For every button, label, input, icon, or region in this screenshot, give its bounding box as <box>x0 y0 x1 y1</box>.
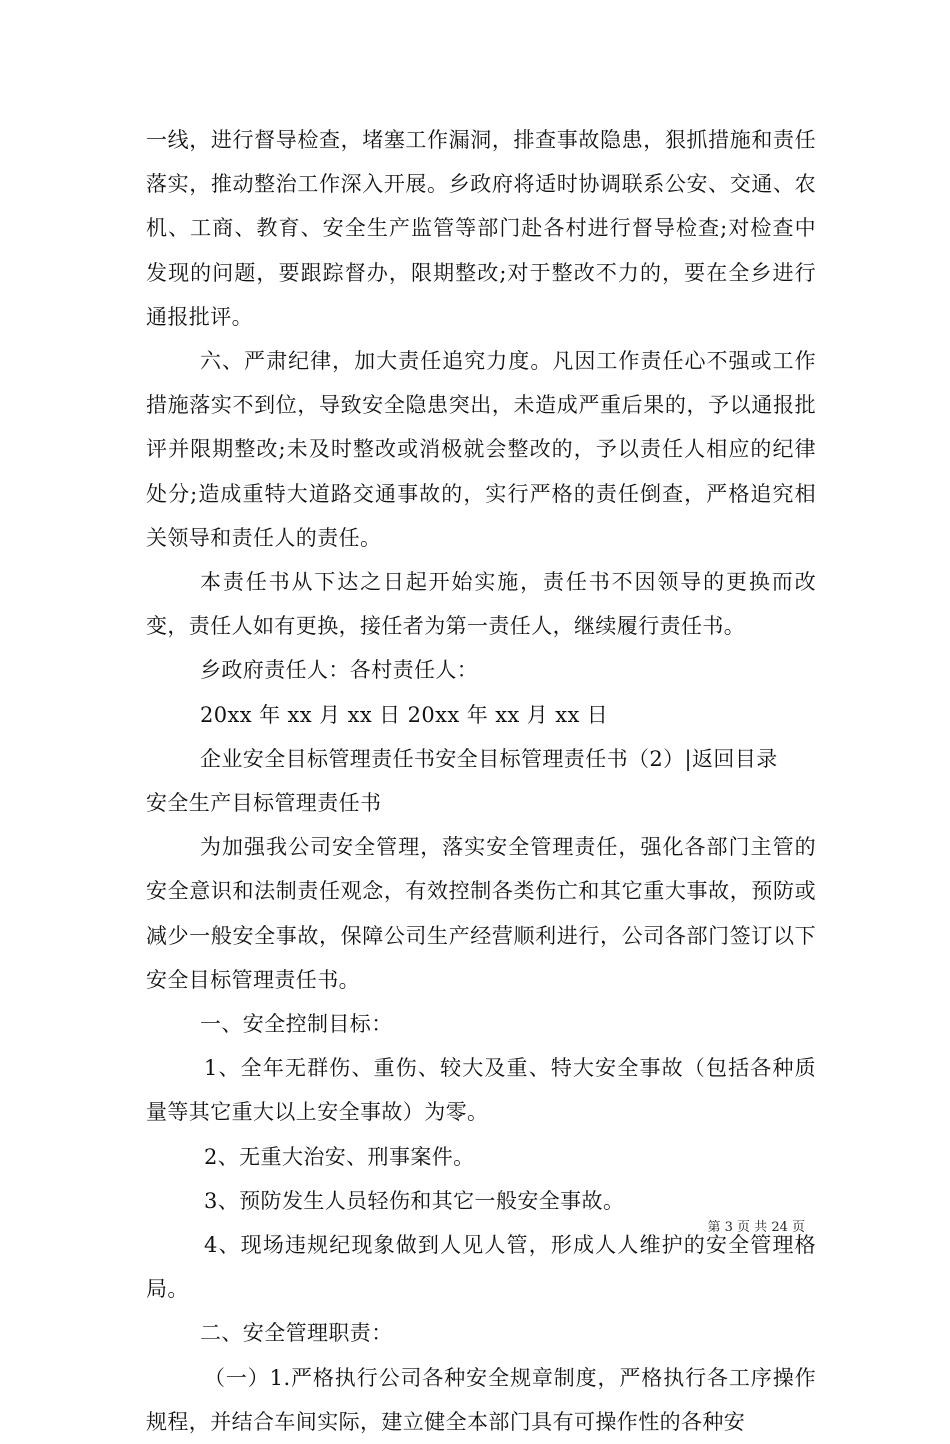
list-item: 4、现场违规纪现象做到人见人管，形成人人维护的安全管理格局。 <box>146 1233 816 1302</box>
signature-line: 乡政府责任人：各村责任人： <box>200 658 479 683</box>
list-item: 2、无重大治安、刑事案件。 <box>204 1144 475 1169</box>
paragraph: 一线，进行督导检查，堵塞工作漏洞，排查事故隐患，狠抓措施和责任落实，推动整治工作深入开展。乡政府将适时协调联系公安、交通、农机、工商、教育、安全生产监管等部门赴各村进行督导检查;对检查中发现的问题，要跟踪督办，限期整改;对于整改不力的，要在全乡进行通报批评。 <box>146 128 816 329</box>
date-line: 20xx 年 xx 月 xx 日 20xx 年 xx 月 xx 日 <box>200 702 609 727</box>
document-body <box>146 118 816 1444</box>
list-item: 3、预防发生人员轻伤和其它一般安全事故。 <box>204 1188 625 1213</box>
paragraph: （一）1.严格执行公司各种安全规章制度，严格执行各工序操作规程，并结合车间实际，建立健全本部门具有可操作性的各种安 <box>146 1365 816 1434</box>
section-link-line[interactable]: 企业安全目标管理责任书安全目标管理责任书（2）|返回目录 <box>200 746 778 771</box>
heading-item: 一、安全控制目标： <box>200 1012 393 1037</box>
list-item: 1、全年无群伤、重伤、较大及重、特大安全事故（包括各种质量等其它重大以上安全事故）为零。 <box>146 1056 816 1125</box>
heading-item: 二、安全管理职责： <box>200 1321 393 1346</box>
paragraph: 六、严肃纪律，加大责任追究力度。凡因工作责任心不强或工作措施落实不到位，导致安全隐患突出，未造成严重后果的，予以通报批评并限期整改;未及时整改或消极就会整改的，予以责任人相应的纪律处分;造成重特大道路交通事故的，实行严格的责任倒查，严格追究相关领导和责任人的责任。 <box>146 349 816 550</box>
paragraph: 为加强我公司安全管理，落实安全管理责任，强化各部门主管的安全意识和法制责任观念，有效控制各类伤亡和其它重大事故，预防或减少一般安全事故，保障公司生产经营顺利进行，公司各部门签订以下安全目标管理责任书。 <box>146 835 816 992</box>
section-title: 安全生产目标管理责任书 <box>146 791 382 816</box>
page-number: 第 3 页 共 24 页 <box>707 1220 805 1235</box>
paragraph: 本责任书从下达之日起开始实施，责任书不因领导的更换而改变，责任人如有更换，接任者为第一责任人，继续履行责任书。 <box>146 570 816 639</box>
